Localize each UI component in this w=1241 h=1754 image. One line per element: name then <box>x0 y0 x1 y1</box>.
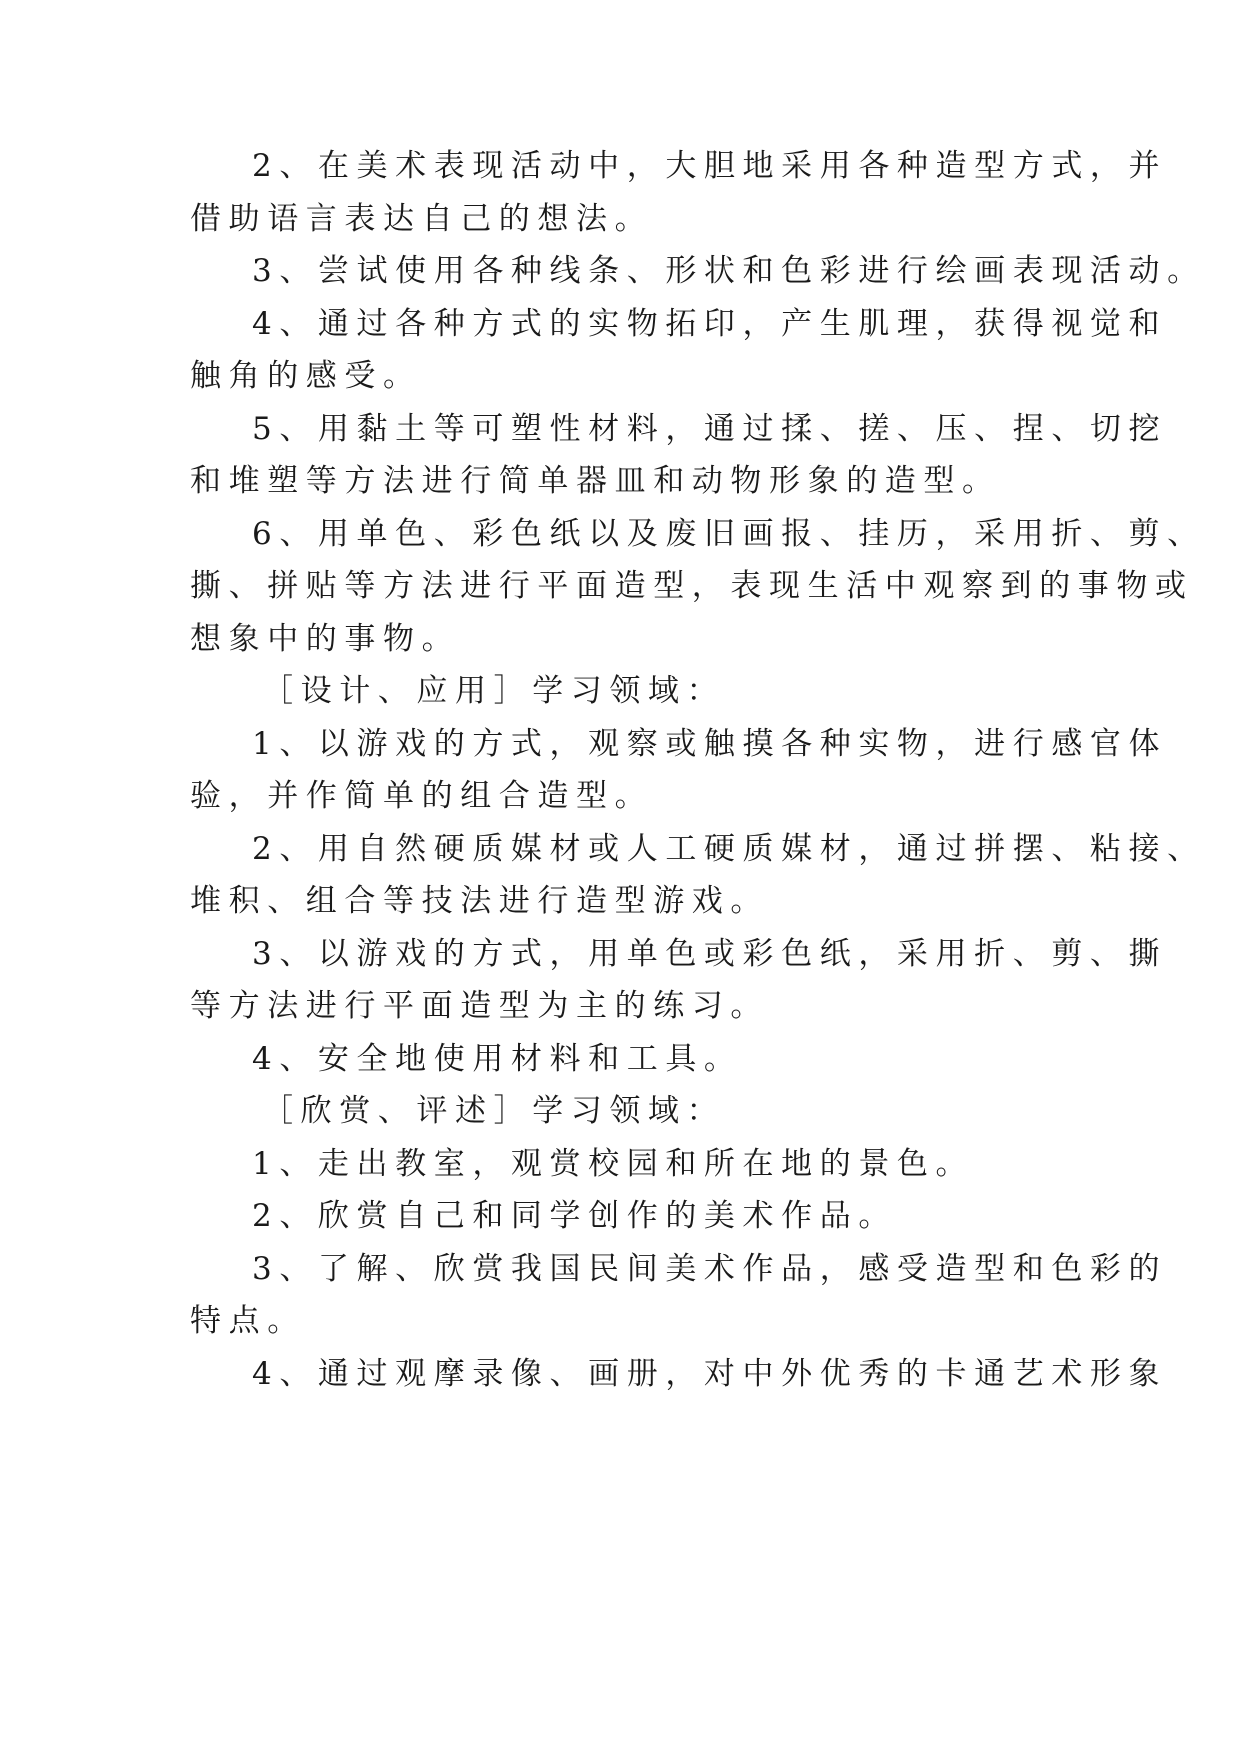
text-line: 1、以游戏的方式，观察或触摸各种实物，进行感官体 <box>252 726 1168 762</box>
text-line: 和堆塑等方法进行简单器皿和动物形象的造型。 <box>190 463 1001 499</box>
text-line: 4、安全地使用材料和工具。 <box>252 1041 743 1077</box>
text-line: 3、尝试使用各种线条、形状和色彩进行绘画表现活动。 <box>252 253 1206 289</box>
text-line: 等方法进行平面造型为主的练习。 <box>190 988 769 1024</box>
text-line: 验，并作简单的组合造型。 <box>190 778 654 814</box>
text-line: 5、用黏土等可塑性材料，通过揉、搓、压、捏、切挖 <box>252 411 1168 447</box>
text-line: 6、用单色、彩色纸以及废旧画报、挂历，采用折、剪、 <box>252 516 1206 552</box>
text-line: 触角的感受。 <box>190 358 422 394</box>
section-heading: ［欣赏、评述］学习领域： <box>262 1093 726 1129</box>
text-line: 撕、拼贴等方法进行平面造型，表现生活中观察到的事物或 <box>190 568 1194 604</box>
text-line: 借助语言表达自己的想法。 <box>190 201 654 237</box>
text-line: 4、通过观摩录像、画册，对中外优秀的卡通艺术形象 <box>252 1356 1168 1392</box>
text-line: 2、用自然硬质媒材或人工硬质媒材，通过拼摆、粘接、 <box>252 831 1206 867</box>
text-line: 堆积、组合等技法进行造型游戏。 <box>190 883 769 919</box>
text-line: 特点。 <box>190 1303 306 1339</box>
text-line: 3、了解、欣赏我国民间美术作品，感受造型和色彩的 <box>252 1251 1168 1287</box>
text-line: 4、通过各种方式的实物拓印，产生肌理，获得视觉和 <box>252 306 1168 342</box>
text-line: 3、以游戏的方式，用单色或彩色纸，采用折、剪、撕 <box>252 936 1168 972</box>
section-heading: ［设计、应用］学习领域： <box>262 673 726 709</box>
text-line: 1、走出教室，观赏校园和所在地的景色。 <box>252 1146 975 1182</box>
text-line: 想象中的事物。 <box>190 621 461 657</box>
text-line: 2、欣赏自己和同学创作的美术作品。 <box>252 1198 897 1234</box>
text-line: 2、在美术表现活动中，大胆地采用各种造型方式，并 <box>252 148 1168 184</box>
